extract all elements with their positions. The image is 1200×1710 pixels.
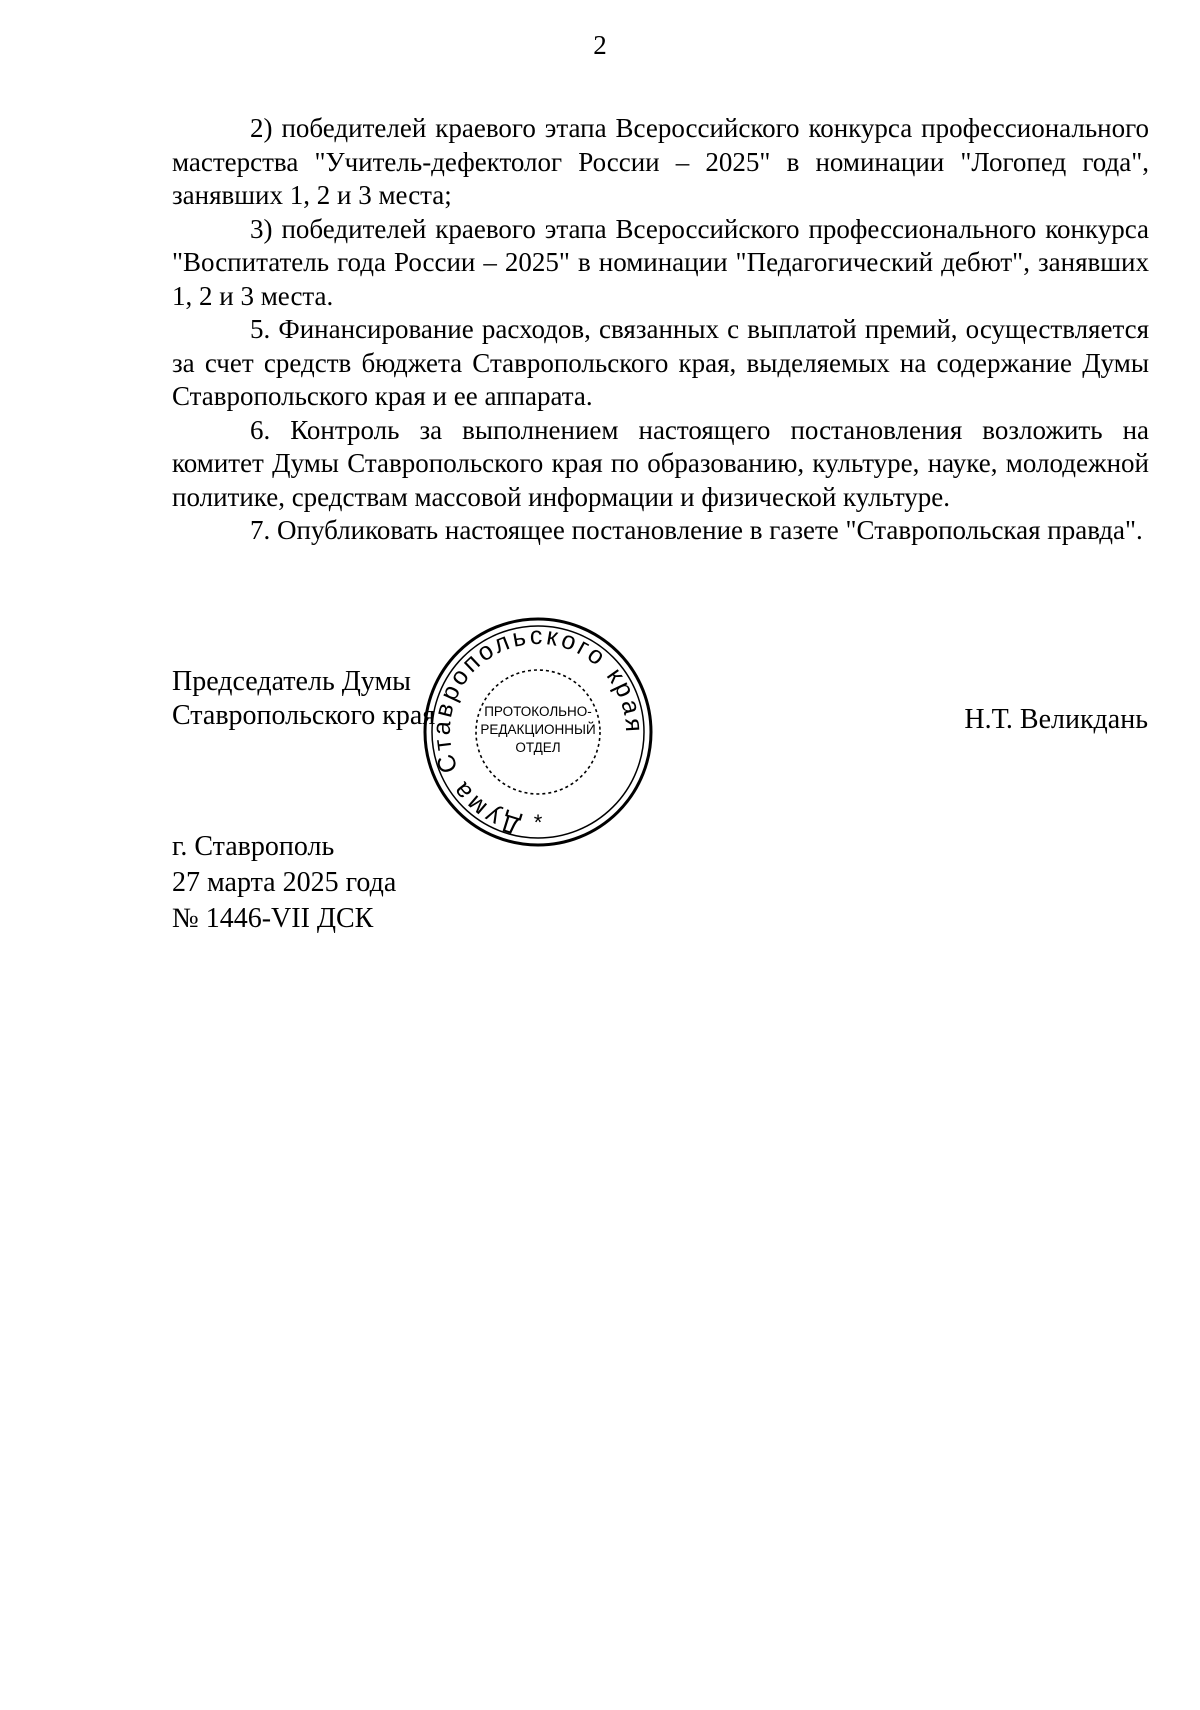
signatory-position-line1: Председатель Думы xyxy=(172,666,411,697)
paragraph-item-2: 2) победителей краевого этапа Всероссийского конкурса профессионального мастерства "Учитель-дефектолог России – 2025" в номинации "Логопед года", занявших 1, 2 и 3 места; xyxy=(172,113,1149,210)
stamp-outer-text: Дума Ставропольского края xyxy=(427,621,649,841)
signatory-name: Н.Т. Великдань xyxy=(964,704,1148,735)
document-body xyxy=(172,112,1149,548)
footer-city: г. Ставрополь xyxy=(172,831,335,862)
document-footer xyxy=(172,829,396,937)
footer-date: 27 марта 2025 года xyxy=(172,867,397,898)
paragraph-6: 6. Контроль за выполнением настоящего постановления возложить на комитет Думы Ставропольского края по образованию, культуре, науке, молодежной политике, средствам массовой информации и физической культуре. xyxy=(172,414,1149,512)
signatory-position xyxy=(172,665,435,733)
page-number: 2 xyxy=(593,30,607,60)
stamp-inner-line2: РЕДАКЦИОННЫЙ xyxy=(480,722,596,737)
stamp-star: * xyxy=(533,810,543,835)
footer-number: № 1446-VII ДСК xyxy=(172,903,374,934)
official-stamp xyxy=(418,612,658,852)
stamp-inner-line1: ПРОТОКОЛЬНО- xyxy=(484,704,592,719)
paragraph-5: 5. Финансирование расходов, связанных с выплатой премий, осуществляется за счет средств бюджета Ставропольского края, выделяемых на содержание Думы Ставропольского края и ее аппарата. xyxy=(172,314,1149,411)
signatory-position-line2: Ставропольского края xyxy=(172,700,436,731)
paragraph-item-3: 3) победителей краевого этапа Всероссийского профессионального конкурса "Воспитатель года России – 2025" в номинации "Педагогический дебют", занявших 1, 2 и 3 места. xyxy=(172,213,1149,311)
stamp-inner-line3: ОТДЕЛ xyxy=(515,740,561,755)
paragraph-7: 7. Опубликовать настоящее постановление в газете "Ставропольская правда". xyxy=(250,515,1143,545)
